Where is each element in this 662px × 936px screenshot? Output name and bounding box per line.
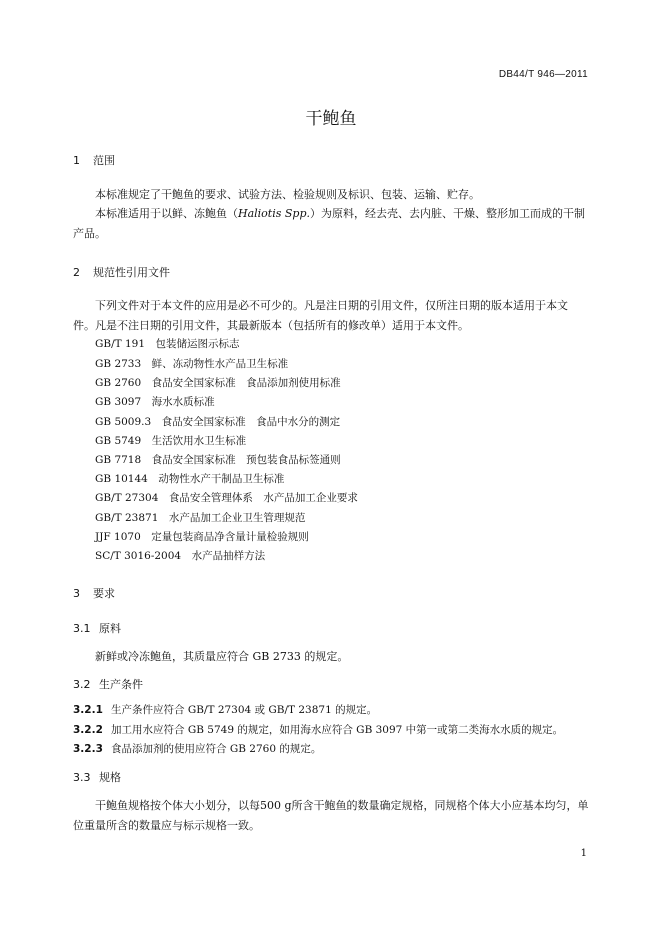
section-number: 2 (73, 266, 80, 279)
section-number: 3 (73, 587, 80, 600)
subsection-title: 生产条件 (99, 678, 143, 691)
reference-item: JJF 1070 定量包装商品净含量计量检验规则 (95, 531, 309, 543)
clause-text: 生产条件应符合 GB/T 27304 或 GB/T 23871 的规定。 (111, 704, 378, 716)
section-title: 要求 (93, 587, 115, 600)
section-3-heading (73, 585, 115, 601)
subsection-3-1-heading (73, 620, 121, 636)
reference-item: GB 2760 食品安全国家标准 食品添加剂使用标准 (95, 377, 341, 389)
page-title: 干鲍鱼 (305, 109, 357, 129)
subsection-title: 原料 (99, 622, 121, 635)
clause-number: 3.2.2 (73, 724, 103, 736)
reference-item: GB/T 191 包装储运图示标志 (95, 338, 240, 350)
clause-number: 3.2.1 (73, 704, 103, 716)
subsection-title: 规格 (99, 771, 121, 784)
reference-item: GB 5009.3 食品安全国家标准 食品中水分的测定 (95, 416, 341, 428)
reference-item: GB 3097 海水水质标准 (95, 396, 215, 408)
page-number: 1 (580, 848, 587, 859)
specification-text: 干鲍鱼规格按个体大小划分，以每500 g所含干鲍鱼的数量确定规格，同规格个体大小应基本均匀，单位重量所含的数量应与标示规格一致。 (73, 799, 589, 832)
subsection-3-2-heading (73, 676, 143, 692)
section-title: 范围 (93, 154, 115, 167)
section-number: 1 (73, 154, 80, 167)
section-title: 规范性引用文件 (93, 266, 170, 279)
section-2-heading (73, 264, 170, 280)
subsection-number: 3.3 (73, 771, 91, 784)
reference-item: SC/T 3016-2004 水产品抽样方法 (95, 550, 266, 562)
clause-3-2-3 (73, 741, 321, 756)
clause-text: 食品添加剂的使用应符合 GB 2760 的规定。 (111, 743, 322, 755)
scope-paragraph-2 (73, 204, 589, 243)
reference-item: GB 2733 鲜、冻动物性水产品卫生标准 (95, 358, 289, 370)
reference-item: GB/T 23871 水产品加工企业卫生管理规范 (95, 512, 306, 524)
subsection-number: 3.2 (73, 678, 91, 691)
scope-paragraph-1: 本标准规定了干鲍鱼的要求、试验方法、检验规则及标识、包装、运输、贮存。 (95, 188, 480, 201)
subsection-number: 3.1 (73, 622, 91, 635)
reference-item: GB 7718 食品安全国家标准 预包装食品标签通则 (95, 454, 341, 466)
clause-text: 加工用水应符合 GB 5749 的规定，如用海水应符合 GB 3097 中第一或第二类海水水质的规定。 (111, 724, 564, 736)
section-1-heading (73, 152, 115, 168)
document-code: DB44/T 946—2011 (498, 69, 588, 80)
scope-text-pre: 本标准适用于以鲜、冻鲍鱼（ (95, 207, 238, 220)
reference-item: GB 10144 动物性水产干制品卫生标准 (95, 473, 285, 485)
scope-text-post: ）为原料，经去壳、去内脏、干燥、整形加工而成的干制产品。 (73, 207, 586, 240)
clause-number: 3.2.3 (73, 743, 103, 755)
latin-species-name: Haliotis Spp. (238, 207, 311, 220)
clause-3-2-2 (73, 722, 563, 737)
subsection-3-3-heading (73, 769, 121, 785)
reference-item: GB/T 27304 食品安全管理体系 水产品加工企业要求 (95, 492, 358, 504)
reference-item: GB 5749 生活饮用水卫生标准 (95, 435, 247, 447)
raw-material-text: 新鲜或冷冻鲍鱼，其质量应符合 GB 2733 的规定。 (95, 650, 349, 663)
references-intro: 下列文件对于本文件的应用是必不可少的。凡是注日期的引用文件，仅所注日期的版本适用于本文件。凡是不注日期的引用文件，其最新版本（包括所有的修改单）适用于本文件。 (73, 299, 568, 332)
clause-3-2-1 (73, 702, 377, 717)
